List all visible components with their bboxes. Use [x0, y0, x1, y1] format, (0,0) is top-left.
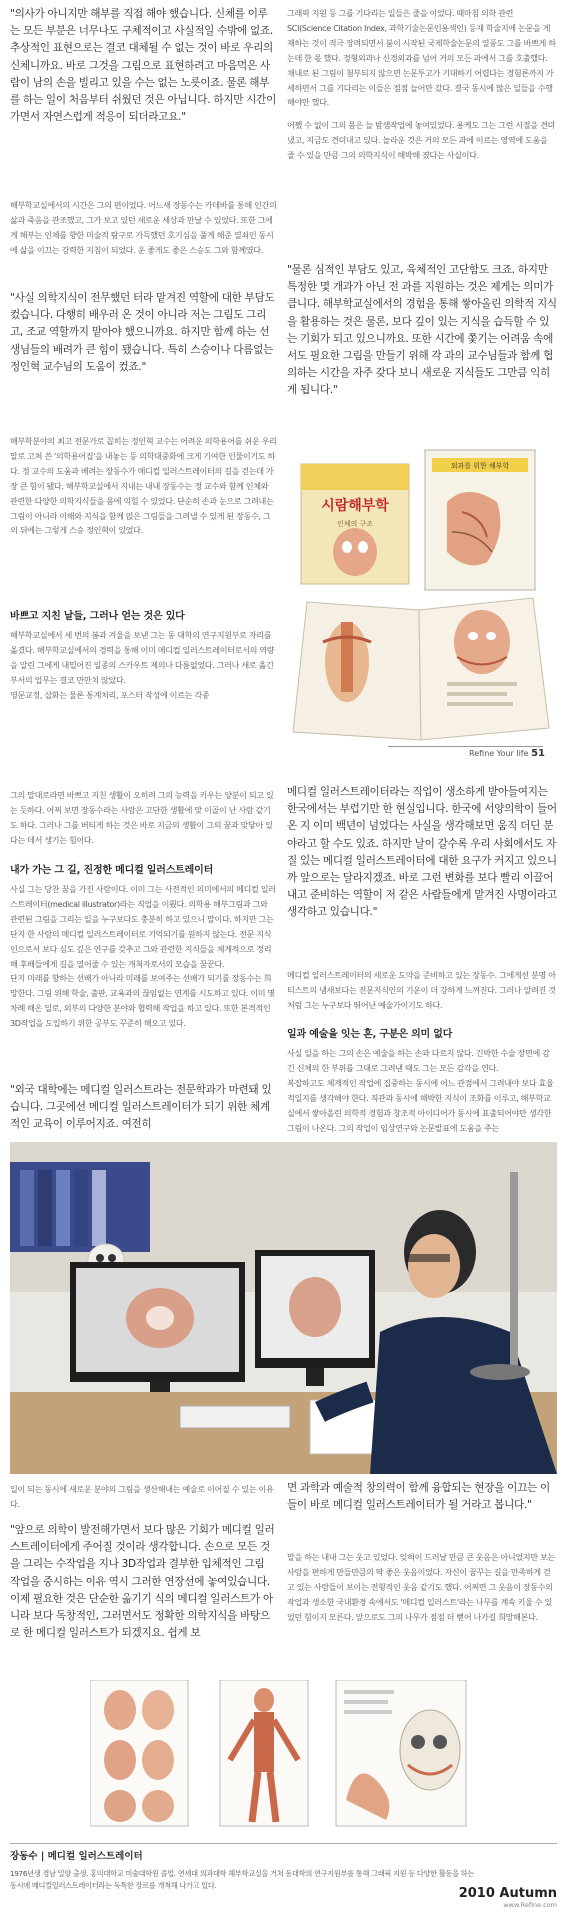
book-cover-2	[425, 450, 535, 590]
paragraph: 일이 되는 동시에 새로운 분야의 그림을 생산해내는 예술로 이어질 수 있는 이유다.	[10, 1484, 274, 1509]
book-cover-1	[301, 464, 409, 584]
illustration-samples	[90, 1680, 480, 1830]
quote-text: 면 과학과 예술적 창의력이 함께 융합되는 현장을 이끄는 이들이 바로 메디컬 일러스트레이터가 될 거라고 봅니다."	[287, 1482, 550, 1512]
body-text-block	[287, 1046, 557, 1135]
paragraph: 해부학교실에서의 시간은 그의 편이었다. 어느새 장동수는 카데바를 통해 인간의 삶과 죽음을 관조했고, 그가 보고 있던 새로운 세상과 만날 수 있었다. 또한 그에게 해부는 인체를 향한 미술적 탐구로 가득했던 호기심을 풀게 해준 열쇠인 동시에 삶을 이끄는 강력한 지침이 되었다. 운 좋게도 좋은 스승도 그와 함께였다.	[10, 200, 277, 255]
body-text-block	[10, 788, 277, 848]
quote-block-5	[287, 784, 557, 922]
quote-text: "사실 의학지식이 전무했던 터라 맡겨진 역할에 대한 부담도 컸습니다. 다행히 배우러 온 것이 아니라 저는 그림도 그리고, 조교 역할까지 맡아야 했으니까요. 하지만 함께 하는 선생님들의 배려가 큰 힘이 됐습니다. 특히 스승이나 다름없는 정인혁 교수님의 도움이 컸죠."	[10, 292, 275, 373]
sample-page-3	[336, 1680, 466, 1826]
section-heading: 일과 예술을 잇는 혼, 구분은 의미 없다	[287, 1029, 453, 1040]
book-2-title: 외과를 위한 해부학	[450, 462, 510, 470]
folio-rule	[388, 746, 543, 747]
paragraph: 그래픽 지원 등 그를 기다리는 일들은 줄을 이었다. 때마침 의학 관련 SCI(Science Citation Index, 과학기술논문인용색인) 등재 학술지에 논문을 게재하는 것이 적극 장려되면서 붐이 시작된 국제학술논문의 열풍도 그를 바쁘게 하는데 한 몫 했다. 정형외과나 신경외과를 넘어 거의 모든 과에서 그를 호출했다. 채내로 된 그림이 첨부되지 않으면 논문투고가 기대하기 어렵다는 경험론까지 가세하면서 그를 기다리는 이들은 점점 늘어만 갔다. 결국 동시에 많은 일들을 수행해야만 했다.	[287, 8, 556, 108]
page-number: 51	[531, 748, 545, 759]
issue-label	[459, 1886, 557, 1909]
section-heading-block	[10, 862, 277, 880]
section-heading: 바쁘고 지친 날들, 그러나 얻는 것은 있다	[10, 611, 185, 622]
body-text-block	[10, 1482, 277, 1512]
body-text-block	[10, 882, 277, 1031]
quote-block-3	[287, 262, 557, 400]
sample-page-1	[90, 1680, 188, 1826]
section-heading-block	[287, 1026, 557, 1044]
illustrator-at-desk-photo	[10, 1142, 557, 1474]
issue-url: www.Refine.com	[503, 1901, 557, 1909]
paragraph: 메디컬 일러스트레이터의 새로운 도약을 준비하고 있는 장동수. 그에게선 분명 아티스트의 냄새보다는 전문지식인의 기운이 더 강하게 느껴진다. 그러나 알려진 것처럼 그는 누구보다 뛰어난 예술가이기도 하다.	[287, 970, 556, 1010]
paragraph: 복잡하고도 체계적인 작업에 집중하는 동시에 어느 관점에서 그려내야 보다 효율적일지를 생각해야 한다. 직관과 동시에 해박한 지식이 조화를 이루고, 해부학교실에서 쌓아올린 의학적 경험과 창조적 아이디어가 동시에 표출되어야만 생각한 그림이 나온다. 그의 작업이 임상연구와 논문발표에 도움을 주는	[287, 1077, 554, 1133]
body-text-block	[10, 198, 277, 258]
book-1-subtitle: 인체의 구조	[336, 520, 374, 528]
paragraph: 말을 하는 내내 그는 웃고 있었다. 잊혀이 드러날 만큼 큰 웃음은 아니었지만 보는 사람을 편하게 만들만큼의 딱 좋은 웃음이었다. 자신이 꿈꾸는 길을 만족하게 걷고 있는 사람들이 보이는 전형적인 웃음 같기도 했다. 어쩌면 그 웃음이 장동수의 작업과 생소한 국내환경 속에서도 '메디컬 일러스트'라는 나무를 계속 키울 수 있었던 힘이지 모른다. 앞으로도 그의 나무가 점점 더 뻗어 나가길 희망해본다.	[287, 1552, 555, 1622]
workspace-illustration	[10, 1142, 557, 1474]
quote-text: "의사가 아니지만 해부를 직접 해야 했습니다. 신체를 이루는 모든 부분은 너무나도 구체적이고 사실적일 수밖에 없죠. 추상적인 표현으로는 결코 대체될 수 없는 것이 바로 우리의 신체니까요. 바로 그것을 그림으로 표현하려고 마음먹은 사람이 남의 손을 빌리고 있을 수는 없는 노릇이죠. 물론 해부를 하는 일이 처음부터 쉬웠던 것은 아닙니다. 하지만 시간이 가면서 자연스럽게 적응이 되더라고요."	[10, 8, 277, 124]
paragraph: 단지 미래를 향하는 선배가 아니라 미래를 보여주는 선배가 되기를 장동수는 희망한다. 그림 위해 학술, 출판, 교육과의 끊임없는 연계를 시도하고 있다. 이미 몇 차례 해온 일로, 외부의 다양한 분야와 협력해 작업을 하고 있다. 또한 본격적인 3D작업을 도입하기 위한 공부도 꾸준히 해오고 있다.	[10, 973, 275, 1029]
paragraph: 해부학분야의 최고 전문가로 꼽히는 정인혁 교수는 어려운 의학용어를 쉬운 우리말로 고쳐 쓴 '의학용어집'을 내놓는 등 의학대중화에 크게 기여한 인물이기도 하다. 정 교수의 도움과 배려는 장동수가 메디컬 일러스트레이터의 길을 걷는데 가장 큰 힘이 됐다. 해부학교실에서 지내는 내내 장동수는 정 교수와 함께 인체와 관련한 다양한 의학지식들을 몸에 익힐 수 있었다. 단순히 손과 눈으로 그려내는 그림이 아니라 이해와 지식을 함께 얹은 그림들을 그려낼 수 있게 된 장동수, 그의 뒤에는 그렇게 스승 정인혁이 있었다.	[10, 436, 277, 536]
quote-text: "외국 대학에는 메디컬 일러스트라는 전문학과가 마련돼 있습니다. 그곳에선 메디컬 일러스트레이터가 되기 위한 체계적인 교육이 이루어지죠. 여전히	[10, 1084, 272, 1131]
body-text-block	[287, 6, 557, 163]
anatomy-books-photo	[287, 442, 555, 742]
body-text-block	[287, 968, 557, 1013]
section-heading: 내가 가는 그 길, 진정한 메디컬 일러스트레이터	[10, 865, 214, 876]
bio-name: 장동수 | 메디컬 일러스트레이터	[10, 1851, 143, 1862]
quote-block-7	[287, 1480, 557, 1514]
book-1-title: 시람해부학	[321, 498, 389, 514]
section-heading-block	[10, 608, 277, 626]
quote-text: 메디컬 일러스트레이터라는 직업이 생소하게 받아들여지는 한국에서는 부럽기만 한 현실입니다. 한국에 서양의학이 들어온 지 이미 백년이 넘었다는 사실을 생각해보면 움직 더딘 분야라고 할 수도 있죠. 하지만 날이 갈수록 우리 사회에서도 자질 있는 메디컬 일러스트레이터에 대한 요구가 커지고 있으니까 앞으로는 달라지겠죠. 바로 그런 변화를 보다 빨리 이끌어내고 준비하는 역할이 저 같은 사람들에게 맡겨진 사명이라고 생각하고 있습니다."	[287, 786, 557, 919]
paragraph: 사실 그는 당찬 꿈을 가진 사람이다. 이미 그는 사전적인 의미에서의 메디컬 일러스트레이터(medical illustrator)라는 직업을 이뤘다. 의학용 해부그림과 그와 관련된 그림을 그리는 일을 누구보다도 충분히 하고 있으니 말이다. 하지만 그는 단지 한 사람의 메디컬 일러스트레이터로 기억되기를 원하지 않는다. 전문 지식인으로서 보다 심도 깊은 연구를 갖추고 그와 관련한 지식들을 체계적으로 정리해 후배들에게 길을 열어줄 수 있는 개척자로서의 모습을 꿈꾼다.	[10, 884, 276, 969]
body-text-block	[10, 434, 277, 538]
folio-label: Refine Your life	[469, 749, 529, 758]
quote-text: "앞으로 의학이 발전해가면서 보다 많은 기회가 메디컬 일러스트레이터에게 주어질 것이라 생각합니다. 손으로 모든 것을 그리는 수작업을 지나 3D작업과 결부한 입체적인 그림 작업을 중시하는 이유 역시 그러한 연장선에 놓여있습니다. 이제 필요한 것은 단순한 옮기기 식의 메디컬 일러스트가 아니라 보다 독창적인, 그러면서도 정확한 의학지식을 바탕으로 한 메디컬 일러스트가 되겠지요. 쉽게 보	[10, 1524, 275, 1640]
page-folio	[469, 748, 545, 759]
sample-page-2	[220, 1680, 308, 1826]
bio-text: 1976년생 경남 밀양 출생. 홍익대학교 미술대학원 졸업. 연세대 의과대학 해부학교실을 거쳐 동대학의 연구지원부를 통해 그래픽 지원 등 다양한 활동을 하는 동시에 메디컬일러스트레이터라는 독특한 장르를 개척해 나가고 있다.	[10, 1869, 475, 1890]
open-anatomy-book	[293, 598, 549, 740]
bio-rule	[10, 1843, 557, 1844]
paragraph: 어쨌 수 없이 그의 몸은 늘 밤샘작업에 놓여있었다. 용케도 그는 그런 시절을 견뎌냈고, 지금도 견뎌내고 있다. 놀라운 것은 거의 모든 과에 이르는 영역에 도움을 줄 수 있을 만큼 그의 의학지식이 해박해 졌다는 사실이다.	[287, 120, 555, 161]
paragraph: 해부학교실에서 세 번의 봄과 겨울을 보낸 그는 동 대학의 연구지원부로 자리를 옮겼다. 해부학교실에서의 경력을 통해 이미 메디컬 일러스트레이터로서의 역량을 알린 그에게 내밀어진 일종의 스카우트 제의나 다름없었다. 그러나 새로 옮긴 부서의 업무는 결코 만만치 않았다.	[10, 630, 275, 685]
quote-block-6	[10, 1522, 277, 1642]
paragraph: 사실 일을 하는 그의 손은 예술을 하는 손과 다르지 않다. 긴박한 수술 장면에 감긴 신체의 한 부위를 그대로 그려낸 때도 그는 모든 감각을 연다.	[287, 1048, 550, 1073]
quote-block-4	[10, 1082, 277, 1134]
quote-text: "물론 심적인 부담도 있고, 육체적인 고단함도 크죠. 하지만 특정한 몇 개과가 아닌 전 과를 지원하는 것은 제게는 의미가 큽니다. 해부학교실에서의 경험을 통해 쌓아올린 의학적 지식을 활용하는 것은 물론, 보다 깊이 있는 지식을 습득할 수 있는 기회가 되고 있으니까요. 또한 시간에 쫓기는 어려움 속에서도 필요한 그림을 만들기 위해 각 과의 교수님들과 함께 협의하는 시간을 자주 갖다 보니 새로운 지식들도 그만큼 익히게 됩니다."	[287, 264, 557, 397]
quote-block-1	[10, 6, 277, 126]
body-text-block	[287, 1550, 557, 1625]
quote-block-2	[10, 290, 277, 376]
books-illustration	[287, 442, 555, 742]
samples-illustration	[90, 1680, 480, 1830]
body-text-block	[10, 628, 277, 703]
issue-title: 2010 Autumn	[458, 1886, 557, 1901]
paragraph: 그의 말대로라면 바쁘고 지친 생활이 오히려 그의 능력을 키우는 양분이 되고 있는 듯하다. 어찌 보면 장동수라는 사람은 고단한 생활에 맞 이골이 난 사람 같기도 하다. 그러나 그를 버티게 하는 것은 바로 지금의 생활이 그의 꿈과 맞닿아 있다는 데서 생기는 힘이다.	[10, 790, 274, 845]
paragraph: 영문교정, 삽화는 물론 통계처리, 포스터 작성에 이르는 각종	[10, 689, 210, 700]
